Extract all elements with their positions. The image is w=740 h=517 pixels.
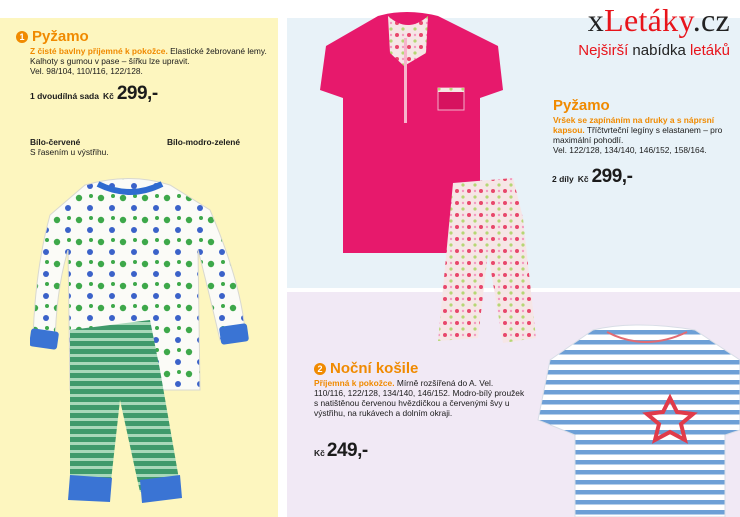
item1-number-badge: 1 <box>16 31 28 43</box>
item2-price: 2 díly Kč 299,- <box>552 166 633 187</box>
item1-variant1: Bílo-červené S řasením u výstřihu. <box>30 137 109 157</box>
item1-price: 1 dvoudílná sada Kč 299,- <box>30 83 158 104</box>
item1-variant2: Bílo-modro-zelené <box>167 137 241 147</box>
site-tagline: Nejširší nabídka letáků <box>578 42 730 59</box>
item2-sizes: Vel. 122/128, 134/140, 146/152, 158/164. <box>553 144 707 155</box>
item1-description: Z čisté bavlny příjemné k pokožce. Elastické žebrované lemy. Kalhoty s gumou v pase – šířku lze upravit. Vel. 98/104, 110/116, 122/128. <box>30 46 267 76</box>
pajama-white-green-blue-image <box>30 170 270 510</box>
item3-price: Kč 249,- <box>314 440 368 461</box>
item3-number-badge: 2 <box>314 363 326 375</box>
site-logo[interactable]: xLetáky.cz <box>587 2 730 38</box>
item2-title: Pyžamo <box>553 97 610 114</box>
item1-title: 1 Pyžamo <box>16 28 89 46</box>
item3-description: Příjemná k pokožce. Mírně rozšířená do A. Vel. 110/116, 122/128, 134/140, 146/152. Modro-bílý proužek s natištěnou červenou hvězdičkou a červenými švy u výstřihu, na rukávech a dolním okraji. <box>314 378 525 418</box>
item3-title: 2 Noční košile <box>314 360 418 378</box>
pink-pajama-floral-leggings-image <box>298 8 543 348</box>
striped-nightgown-image <box>535 320 740 517</box>
item2-description: Vršek se zapínáním na druky a s náprsní kapsou. Tříčtvrteční legíny s elastanem – pro maximální pohodlí. Vel. 122/128, 134/140, 146/152, 158/164. <box>553 115 723 155</box>
item1-sizes: Vel. 98/104, 110/116, 122/128. <box>30 65 143 76</box>
